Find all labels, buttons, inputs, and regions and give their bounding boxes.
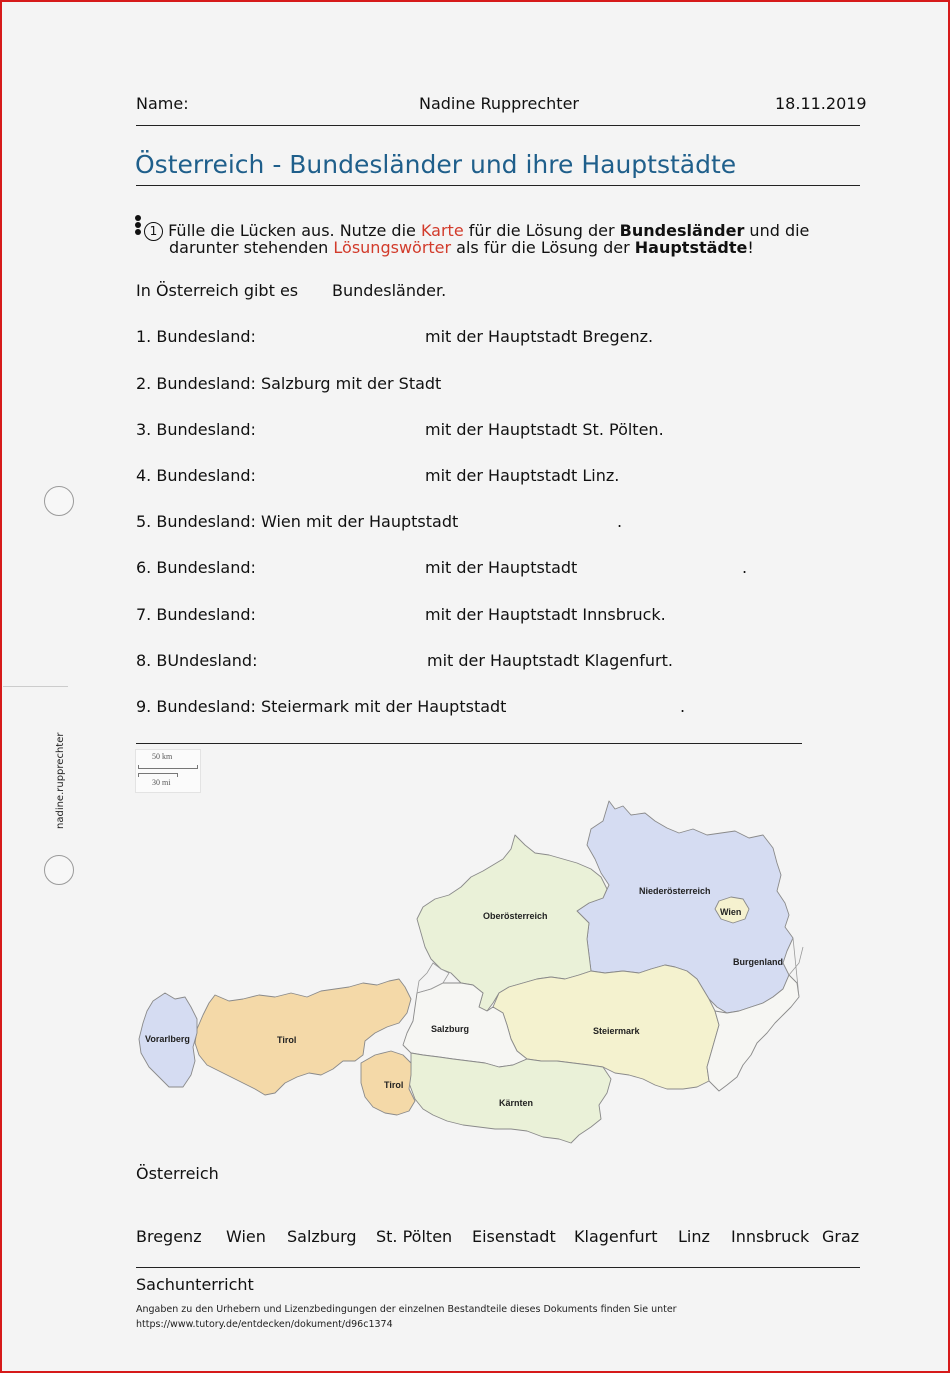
wordbank-item: Klagenfurt (574, 1227, 658, 1246)
label-burgenland: Burgenland (733, 957, 784, 967)
wordbank-item: Innsbruck (731, 1227, 810, 1246)
row-8-label: 8. BUndesland: (136, 651, 258, 670)
label-vorarlberg: Vorarlberg (145, 1034, 190, 1044)
intro-text: In Österreich gibt es (136, 281, 299, 300)
wordbank-item: Graz (822, 1227, 860, 1246)
intro-text-2: Bundesländer. (332, 281, 447, 300)
row-3-text: mit der Hauptstadt St. Pölten. (425, 420, 664, 439)
scale-mi-label: 30 mi (152, 778, 171, 787)
row-5-label: 5. Bundesland: Wien mit der Hauptstadt (136, 512, 459, 531)
row-7-text: mit der Hauptstadt Innsbruck. (425, 605, 666, 624)
row-4-text: mit der Hauptstadt Linz. (425, 466, 620, 485)
row-9-end: . (680, 697, 686, 716)
task-line-2: darunter stehenden Lösungswörter als für die Lösung der Hauptstädte! (169, 238, 754, 257)
wordbank-item: Linz (678, 1227, 710, 1246)
wordbank-item: Eisenstadt (472, 1227, 556, 1246)
row-9-label: 9. Bundesland: Steiermark mit der Hauptstadt (136, 697, 507, 716)
label-niederoesterreich: Niederösterreich (639, 886, 711, 896)
row-7-label: 7. Bundesland: (136, 605, 256, 624)
map-caption: Österreich (136, 1164, 219, 1183)
wordbank-item: Bregenz (136, 1227, 202, 1246)
worksheet-page (3, 3, 945, 1367)
row-5-end: . (617, 512, 623, 531)
wordbank-item: Wien (226, 1227, 266, 1246)
austria-map (3, 3, 945, 1203)
footer-rule (136, 1267, 860, 1268)
row-1-label: 1. Bundesland: (136, 327, 256, 346)
wordbank-item: St. Pölten (376, 1227, 453, 1246)
scale-km-label: 50 km (152, 752, 173, 761)
task-number-badge: 1 (144, 222, 163, 241)
side-author: nadine.rupprechter (55, 732, 66, 829)
label-salzburg: Salzburg (431, 1024, 470, 1034)
row-4-label: 4. Bundesland: (136, 466, 256, 485)
row-2-label: 2. Bundesland: Salzburg mit der Stadt (136, 374, 442, 393)
row-1-text: mit der Hauptstadt Bregenz. (425, 327, 654, 346)
task-line-1: 1 Fülle die Lücken aus. Nutze die Karte für die Lösung der Bundesländer und die (135, 215, 809, 241)
date: 18.11.2019 (775, 94, 867, 113)
page-title: Österreich - Bundesländer und ihre Hauptstädte (135, 150, 737, 179)
row-8-text: mit der Hauptstadt Klagenfurt. (427, 651, 673, 670)
label-steiermark: Steiermark (593, 1026, 640, 1036)
row-3-label: 3. Bundesland: (136, 420, 256, 439)
wordbank-item: Salzburg (287, 1227, 357, 1246)
label-oberoesterreich: Oberösterreich (483, 911, 548, 921)
label-osttirol: Tirol (384, 1080, 404, 1090)
label-kaernten: Kärnten (499, 1098, 534, 1108)
student-name: Nadine Rupprechter (419, 94, 579, 113)
row-6-label: 6. Bundesland: (136, 558, 256, 577)
subject-label: Sachunterricht (136, 1275, 254, 1294)
name-label: Name: (136, 94, 189, 113)
label-tirol: Tirol (277, 1035, 297, 1045)
license-note: Angaben zu den Urhebern und Lizenzbedingungen der einzelnen Bestandteile dieses Dokuments finden Sie unter (136, 1304, 677, 1315)
license-link[interactable]: https://www.tutory.de/entdecken/dokument/d96c1374 (136, 1319, 393, 1330)
row-6-end: . (742, 558, 748, 577)
label-wien: Wien (720, 907, 742, 917)
row-6-text: mit der Hauptstadt (425, 558, 578, 577)
